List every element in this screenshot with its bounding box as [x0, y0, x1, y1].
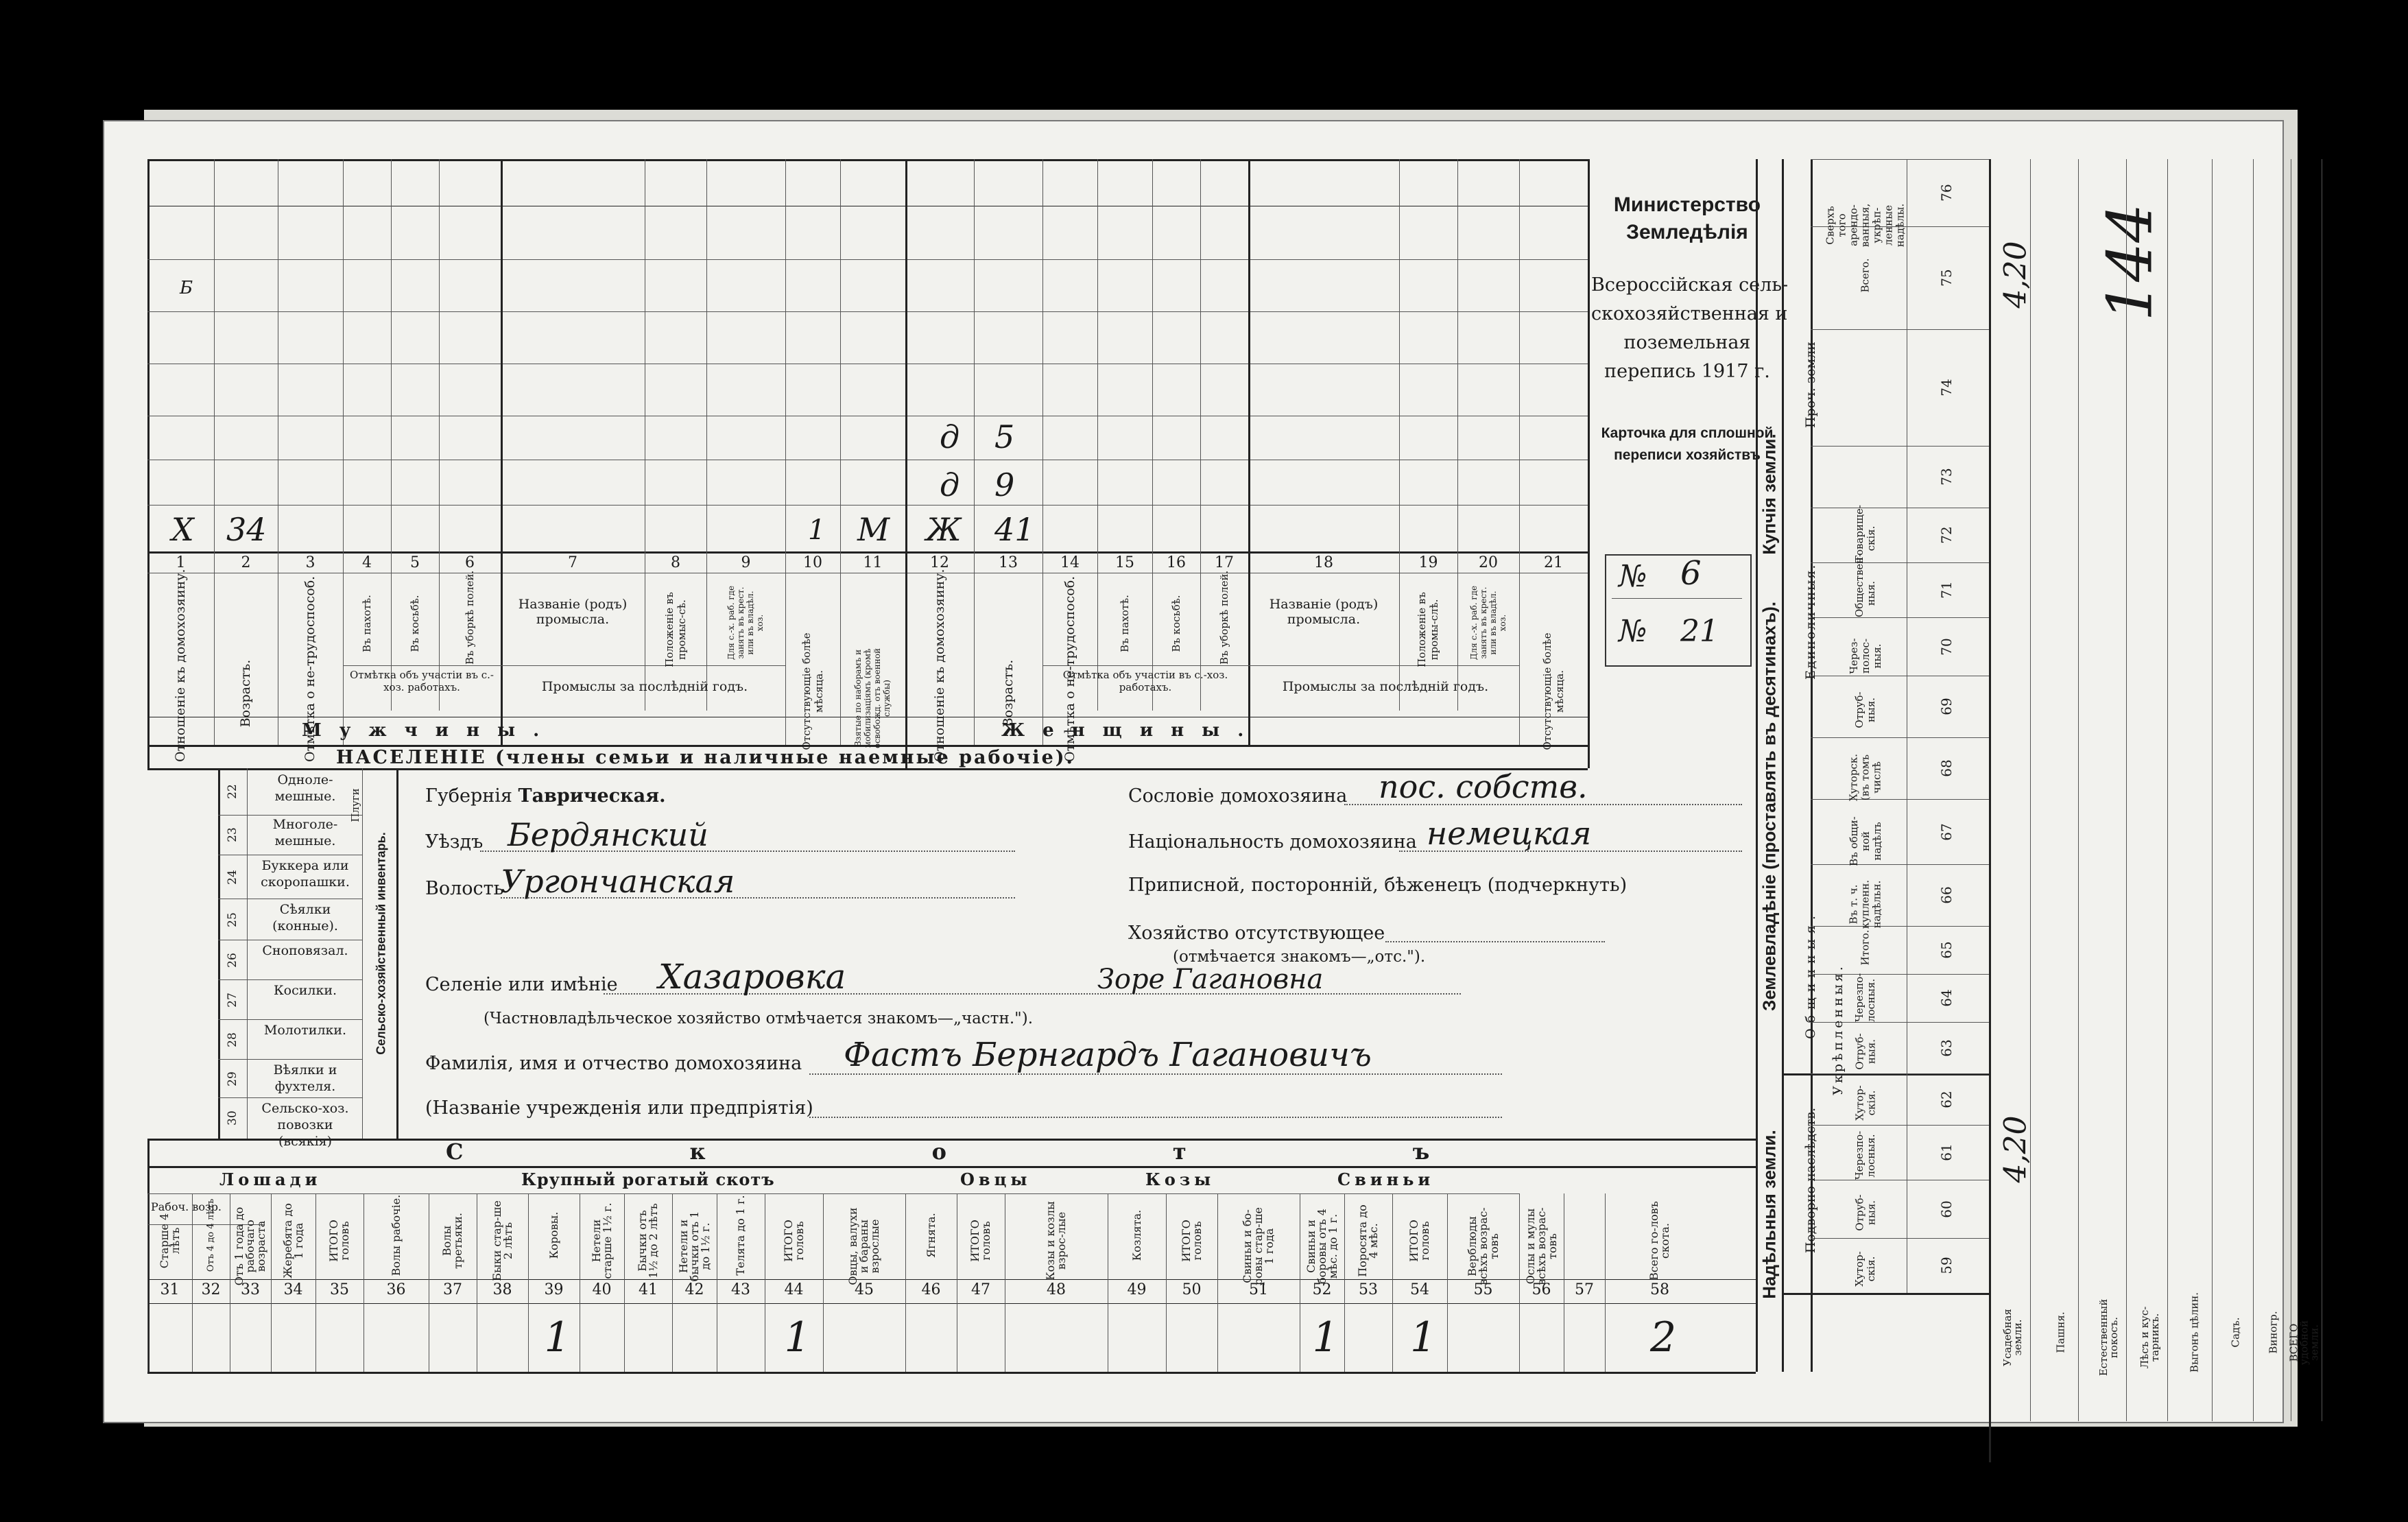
- bottom-land-label: Пашня.: [2054, 1311, 2067, 1353]
- header-absent-f: Отсутствующіе болѣе мѣсяца.: [1541, 632, 1566, 750]
- livestock-header-46: Ягнята.: [924, 1213, 938, 1258]
- plows-label: Плуги: [349, 788, 361, 822]
- header-harvest-m: Въ уборкѣ полей.: [464, 570, 476, 665]
- absent-label: Хозяйство отсутствующее: [1128, 923, 1385, 944]
- header-trades-m: Промыслы за послѣдній годъ.: [541, 679, 748, 694]
- livestock-col-num: 50: [1182, 1281, 1202, 1298]
- uezd-label: Уѣздъ: [425, 831, 484, 853]
- header-trade-pos-m: Положеніе въ промыс-сѣ.: [663, 592, 688, 667]
- inventory-row-label: Сѣялки (конные).: [272, 902, 338, 934]
- col-num: 19: [1418, 554, 1438, 571]
- livestock-header-38: Быки стар-ше 2 лѣтъ: [490, 1200, 514, 1281]
- entry-relation-f: Ж: [926, 511, 962, 548]
- soslovie-value: пос. собств.: [1379, 768, 1588, 805]
- livestock-header-50: ИТОГО головъ: [1179, 1220, 1204, 1262]
- pigs-label: Свиньи: [1337, 1169, 1435, 1189]
- inventory-row-label: Молотилки.: [263, 1023, 347, 1038]
- header-age-f: Возрастъ.: [1001, 659, 1016, 728]
- gubernia-label: Губернія: [425, 785, 512, 807]
- livestock-col-num: 38: [492, 1281, 512, 1298]
- header-disabled-m: Отмѣтка о не-трудоспособ.: [302, 575, 318, 762]
- livestock-header-34: Жеребята до 1 года: [281, 1203, 305, 1279]
- col-num: 13: [999, 554, 1018, 571]
- livestock-col-num: 48: [1047, 1281, 1066, 1298]
- header-mobilized-m: Взятые по наборамъ и мобилизаціямъ (кромѣ освобожд. отъ военной службы): [853, 647, 892, 749]
- livestock-header-33: Отъ 1 года до рабочаго возраста: [233, 1206, 267, 1286]
- inventory-row-num: 24: [226, 870, 239, 885]
- livestock-col-num: 44: [784, 1281, 804, 1298]
- selenie-value: Хазаровка: [658, 957, 846, 997]
- entry-daughter2-age: 9: [994, 466, 1015, 503]
- institution-label: (Названіе учрежденія или предпріятія): [425, 1097, 813, 1119]
- header-agri-f: Отмѣтка объ участіи въ с.-хоз. работахъ.: [1062, 669, 1228, 693]
- nation-label: Національность домохозяина: [1128, 831, 1417, 853]
- header-trade-m: Названіе (родъ) промысла.: [518, 597, 628, 627]
- livestock-value-54: 1: [1410, 1313, 1437, 1362]
- land-header-69: Отруб-ныя.: [1853, 691, 1877, 728]
- land-top-number: 144: [2094, 203, 2167, 322]
- col-num: 20: [1479, 554, 1498, 571]
- livestock-header-56: Ослы и мулы всѣхъ возрас-товъ: [1523, 1207, 1559, 1285]
- livestock-value-44: 1: [784, 1313, 811, 1362]
- land-col-num: 59: [1938, 1257, 1955, 1274]
- land-header-66: Въ т. ч. купленн. надѣльн.: [1847, 879, 1883, 929]
- land-col-num: 66: [1938, 886, 1955, 904]
- entry-age-f: 41: [994, 511, 1035, 548]
- col-num: 14: [1060, 554, 1080, 571]
- census-line2: скохозяйственная и: [1591, 303, 1788, 324]
- inventory-row-label: Многоле-мешные.: [272, 817, 338, 848]
- entry-daughter1-age: 5: [994, 418, 1015, 455]
- land-col-num: 75: [1938, 269, 1955, 287]
- cattle-label: Крупный рогатый скотъ: [521, 1169, 775, 1189]
- land-header-71: Общеcтвен-ныя.: [1853, 553, 1877, 617]
- col-num: 17: [1215, 554, 1234, 571]
- inventory-row-num: 23: [226, 827, 239, 842]
- livestock-header-40: Нетели старше 1½ г.: [589, 1202, 614, 1279]
- col-num: 2: [241, 554, 251, 571]
- men-label: Мужчины.: [302, 720, 558, 741]
- header-relation-m: Отношеніе къ домохозяину.: [173, 569, 188, 762]
- entry-daughter1: д: [940, 418, 960, 455]
- livestock-col-num: 42: [684, 1281, 704, 1298]
- bottom-land-label: Усадебная земли.: [2001, 1309, 2024, 1366]
- livestock-header-45: Овцы, валухи и бараны взрослые: [846, 1207, 881, 1285]
- header-disabled-f: Отмѣтка о не-трудоспособ.: [1062, 575, 1077, 762]
- livestock-header-54: ИТОГО головъ: [1407, 1220, 1431, 1262]
- volost-label: Волость: [425, 878, 504, 899]
- land-col-num: 65: [1938, 941, 1955, 959]
- header-mow-f: Въ косьбѣ.: [1170, 595, 1182, 652]
- inventory-side-title: Сельско-хозяйственный инвентарь.: [374, 832, 388, 1055]
- livestock-col-num: 54: [1410, 1281, 1429, 1298]
- land-header-63: Отруб-ныя.: [1853, 1032, 1877, 1070]
- land-header-65: Итого.: [1859, 929, 1872, 966]
- land-col-num: 69: [1938, 698, 1955, 715]
- header-plough-f: Въ пахотѣ.: [1119, 595, 1131, 652]
- card-line2: переписи хозяйствъ: [1614, 447, 1761, 463]
- header-trades-f: Промыслы за послѣдній годъ.: [1282, 679, 1489, 694]
- population-title: НАСЕЛЕНІЕ (члены семьи и наличные наемные рабочіе).: [336, 747, 1075, 768]
- livestock-col-num: 47: [971, 1281, 990, 1298]
- pripis-label: Приписной, посторонній, бѣженецъ (подчеркнуть): [1128, 875, 1628, 896]
- livestock-col-num: 36: [386, 1281, 406, 1298]
- podvorno-label: Подворно-наслѣдств.: [1803, 1107, 1818, 1254]
- inventory-row-num: 29: [226, 1071, 239, 1086]
- livestock-col-num: 51: [1249, 1281, 1268, 1298]
- inventory-row-num: 27: [226, 992, 239, 1008]
- livestock-col-num: 37: [443, 1281, 462, 1298]
- livestock-header-58: Всего го-ловъ скота.: [1647, 1201, 1671, 1281]
- col-num: 8: [671, 554, 680, 571]
- entry-mob: М: [857, 511, 890, 548]
- fio-label: Фамилія, имя и отчество домохозяина: [425, 1053, 802, 1074]
- land-header-60: Отруб-ныя.: [1853, 1193, 1877, 1231]
- header-relation-f: Отношеніе къ домохозяину.: [932, 569, 947, 762]
- number-2: 21: [1680, 614, 1719, 649]
- inventory-row-num: 28: [226, 1032, 239, 1047]
- livestock-col-num: 34: [283, 1281, 303, 1298]
- livestock-header-35: ИТОГО головъ: [327, 1220, 351, 1262]
- livestock-col-num: 58: [1650, 1281, 1669, 1298]
- livestock-col-num: 45: [855, 1281, 874, 1298]
- col-num: 7: [568, 554, 577, 571]
- women-label: Женщины.: [1001, 720, 1262, 741]
- land-col-num: 61: [1938, 1143, 1955, 1161]
- entry-mark: Б: [180, 278, 193, 298]
- livestock-header-49: Козлята.: [1130, 1209, 1143, 1261]
- entry-daughter2: д: [940, 466, 960, 503]
- land-col-num: 64: [1938, 989, 1955, 1007]
- uezd-value: Бердянский: [508, 816, 708, 853]
- inventory-row-label: Сельско-хоз. повозки (всякія): [261, 1101, 349, 1149]
- header-plough-m: Въ пахотѣ.: [361, 595, 373, 652]
- sheep-label: Овцы: [960, 1169, 1032, 1189]
- land-col-num: 67: [1938, 822, 1955, 841]
- livestock-col-num: 35: [330, 1281, 349, 1298]
- livestock-col-num: 56: [1531, 1281, 1551, 1298]
- land-title-mid: Землевладѣніе (проставлять въ десятинахъ).: [1759, 602, 1780, 1011]
- absent-note: (отмѣчается знакомъ—„отс.").: [1173, 948, 1426, 966]
- livestock-header-32: Отъ 4 до 4 лѣтъ: [205, 1198, 216, 1272]
- land-col-num: 72: [1938, 526, 1955, 544]
- livestock-header-36: Волы рабочіе.: [389, 1194, 403, 1276]
- livestock-col-num: 39: [544, 1281, 564, 1298]
- livestock-header-48: Козы и козлы взрос-лые: [1044, 1201, 1068, 1281]
- livestock-col-num: 57: [1575, 1281, 1594, 1298]
- col-num: 10: [803, 554, 822, 571]
- land-col-num: 71: [1938, 581, 1955, 599]
- livestock-header-37: Волы третьяки.: [440, 1213, 464, 1269]
- livestock-col-num: 46: [921, 1281, 941, 1298]
- livestock-header-39: Коровы.: [547, 1211, 560, 1259]
- census-line4: перепись 1917 г.: [1604, 361, 1770, 382]
- col-num: 9: [741, 554, 751, 571]
- livestock-col-num: 53: [1359, 1281, 1378, 1298]
- header-trade-pos-f: Положеніе въ промы-слѣ.: [1416, 592, 1440, 667]
- horses-label: Лошади: [219, 1169, 322, 1189]
- land-col-num: 62: [1938, 1090, 1955, 1108]
- livestock-value-39: 1: [544, 1313, 571, 1362]
- col-num: 5: [410, 554, 420, 571]
- col-num: 15: [1115, 554, 1134, 571]
- land-header-76: Сверхъ того арендо-ванныя, укрѣп-ленные надѣлы.: [1824, 203, 1907, 248]
- nation-value: немецкая: [1427, 815, 1592, 852]
- census-line1: Всероссійская сель-: [1591, 274, 1789, 296]
- chast-note: (Частновладѣльческое хозяйство отмѣчается знакомъ—„частн.").: [484, 1010, 1034, 1027]
- land-header-64: Черезпо-лосныя.: [1853, 973, 1877, 1022]
- land-col-num: 73: [1938, 468, 1955, 486]
- livestock-col-num: 41: [639, 1281, 658, 1298]
- col-num: 3: [305, 554, 315, 571]
- bottom-land-label: Выгонъ цѣлин.: [2188, 1292, 2201, 1373]
- land-header-75: Всего.: [1859, 258, 1872, 293]
- livestock-col-num: 40: [592, 1281, 612, 1298]
- entry-absent: 1: [808, 514, 826, 546]
- inventory-row-label: Вѣялки и фухтеля.: [273, 1062, 337, 1094]
- volost-value: Ургончанская: [501, 863, 735, 900]
- header-age-m: Возрастъ.: [238, 659, 253, 728]
- ministry-line1: Министерство: [1613, 193, 1761, 216]
- inventory-row-num: 22: [226, 784, 239, 799]
- edinolichnye-label: Единоличныя.: [1803, 563, 1818, 680]
- inventory-row-label: Буккера или скоропашки.: [261, 858, 350, 890]
- bottom-land-label: Виногр.: [2267, 1311, 2280, 1354]
- livestock-header-31: Старше 4 лѣтъ: [157, 1213, 182, 1269]
- land-col-num: 63: [1938, 1038, 1955, 1057]
- livestock-col-num: 32: [201, 1281, 221, 1298]
- header-trade-where-m: Для с.-х. раб. где занятъ въ крест. или въ владѣл. хоз.: [726, 585, 765, 661]
- livestock-header-53: Поросята до 4 мѣс.: [1356, 1204, 1380, 1277]
- number-sign: №: [1619, 559, 1647, 594]
- work-age-label: Рабоч. возр.: [151, 1200, 222, 1213]
- entry-relation-m: Х: [171, 511, 194, 548]
- inventory-row-num: 25: [226, 912, 239, 927]
- bottom-land-label: ВСЕГО удобной земли.: [2287, 1320, 2321, 1366]
- inventory-row-num: 26: [226, 953, 239, 968]
- livestock-header-44: ИТОГО головъ: [781, 1220, 806, 1262]
- fio-value: Фастъ Бернгардъ Гагановичъ: [844, 1036, 1372, 1074]
- livestock-col-num: 49: [1127, 1281, 1147, 1298]
- livestock-header-51: Свиньи и бо-ровы стар-ше 1 года: [1241, 1206, 1276, 1286]
- col-num: 12: [930, 554, 949, 571]
- col-num: 16: [1167, 554, 1186, 571]
- livestock-col-num: 33: [241, 1281, 260, 1298]
- header-absent-m: Отсутствующіе болѣе мѣсяца.: [800, 632, 825, 750]
- land-col-num: 76: [1938, 184, 1955, 202]
- land-header-70: Через-полос-ныя.: [1847, 637, 1883, 674]
- header-trade-f: Названіе (родъ) промысла.: [1269, 597, 1379, 627]
- gubernia-value: Таврическая.: [518, 785, 666, 807]
- land-header-67: Въ общи-ной надѣлъ: [1847, 816, 1883, 866]
- bottom-land-label: Лѣсъ и кус-тарникъ.: [2138, 1306, 2161, 1369]
- col-num: 11: [863, 554, 883, 571]
- livestock-col-num: 52: [1312, 1281, 1332, 1298]
- livestock-header-55: Верблюды всѣхъ возрас-товъ: [1465, 1207, 1501, 1285]
- livestock-header-47: ИТОГО головъ: [968, 1220, 992, 1262]
- land-header-59: Хутор-скія.: [1853, 1251, 1877, 1287]
- land-header-61: Черезпо-лосныя.: [1853, 1130, 1877, 1180]
- livestock-value-58: 2: [1650, 1313, 1677, 1362]
- land-value-75: 4,20: [1998, 241, 2034, 309]
- bottom-land-label: Садъ.: [2229, 1317, 2242, 1348]
- land-col-num: 68: [1938, 759, 1955, 777]
- livestock-col-num: 31: [160, 1281, 180, 1298]
- header-harvest-f: Въ уборкѣ полей.: [1218, 570, 1230, 665]
- prochie-label: Проч. земли: [1803, 342, 1818, 428]
- selenie-label: Селеніе или имѣніе: [425, 974, 618, 995]
- inventory-row-label: Сноповязал.: [262, 943, 348, 958]
- col-num: 4: [362, 554, 372, 571]
- land-col-num: 74: [1938, 379, 1955, 396]
- livestock-value-52: 1: [1312, 1313, 1339, 1362]
- livestock-header-41: Бычки отъ 1½ до 2 лѣтъ: [636, 1203, 660, 1279]
- ministry-line2: Земледѣлія: [1626, 221, 1748, 243]
- land-col-num: 70: [1938, 637, 1955, 656]
- inventory-row-label: Косилки.: [273, 983, 337, 998]
- entry-age-m: 34: [226, 511, 267, 548]
- land-title-right: Купчія земли.: [1759, 433, 1780, 555]
- col-num: 6: [465, 554, 475, 571]
- census-line3: поземельная: [1623, 332, 1751, 353]
- land-header-68: Хуторск. (въ томъ числѣ: [1847, 754, 1883, 801]
- header-agri-m: Отмѣтка объ участіи въ с.-хоз. работахъ.: [349, 669, 494, 693]
- soslovie-label: Сословіе домохозяина: [1128, 785, 1348, 807]
- obshchinnye-label: Общинныя.: [1803, 910, 1818, 1039]
- livestock-col-num: 43: [731, 1281, 750, 1298]
- ukreplennye-label: Укрѣпленныя.: [1831, 964, 1846, 1095]
- land-header-72: Товарище-скія.: [1853, 505, 1877, 562]
- col-num: 18: [1314, 554, 1333, 571]
- goats-label: Козы: [1145, 1169, 1215, 1189]
- land-value-61: 4,20: [1998, 1115, 2034, 1183]
- number-1: 6: [1680, 554, 1702, 593]
- bottom-land-label: Естественный покосъ.: [2097, 1298, 2120, 1377]
- land-title-left: Надѣльныя земли.: [1759, 1130, 1780, 1299]
- livestock-header-52: Свиньи и боровы отъ 4 мѣс. до 1 г.: [1304, 1209, 1339, 1284]
- col-num: 1: [176, 554, 186, 571]
- col-num: 21: [1544, 554, 1563, 571]
- header-trade-where-f: Для с.-х. раб. где занятъ въ крест. или въ владѣл. хоз.: [1469, 585, 1507, 661]
- inventory-row-label: Одноле-мешные.: [274, 772, 336, 804]
- livestock-col-num: 55: [1473, 1281, 1493, 1298]
- card-line1: Карточка для сплошной: [1601, 425, 1774, 441]
- header-mow-m: Въ косьбѣ.: [409, 595, 421, 652]
- land-col-num: 60: [1938, 1200, 1955, 1218]
- livestock-header-42: Нетели и бычки отъ 1 до 1½ г.: [676, 1211, 712, 1282]
- selenie-value-2: Зоре Гагановна: [1097, 964, 1324, 995]
- livestock-header-43: Телята до 1 г.: [734, 1195, 747, 1276]
- land-header-62: Хутор-скія.: [1853, 1084, 1877, 1121]
- livestock-title: Скотъ: [446, 1139, 1656, 1165]
- inventory-row-num: 30: [226, 1110, 239, 1126]
